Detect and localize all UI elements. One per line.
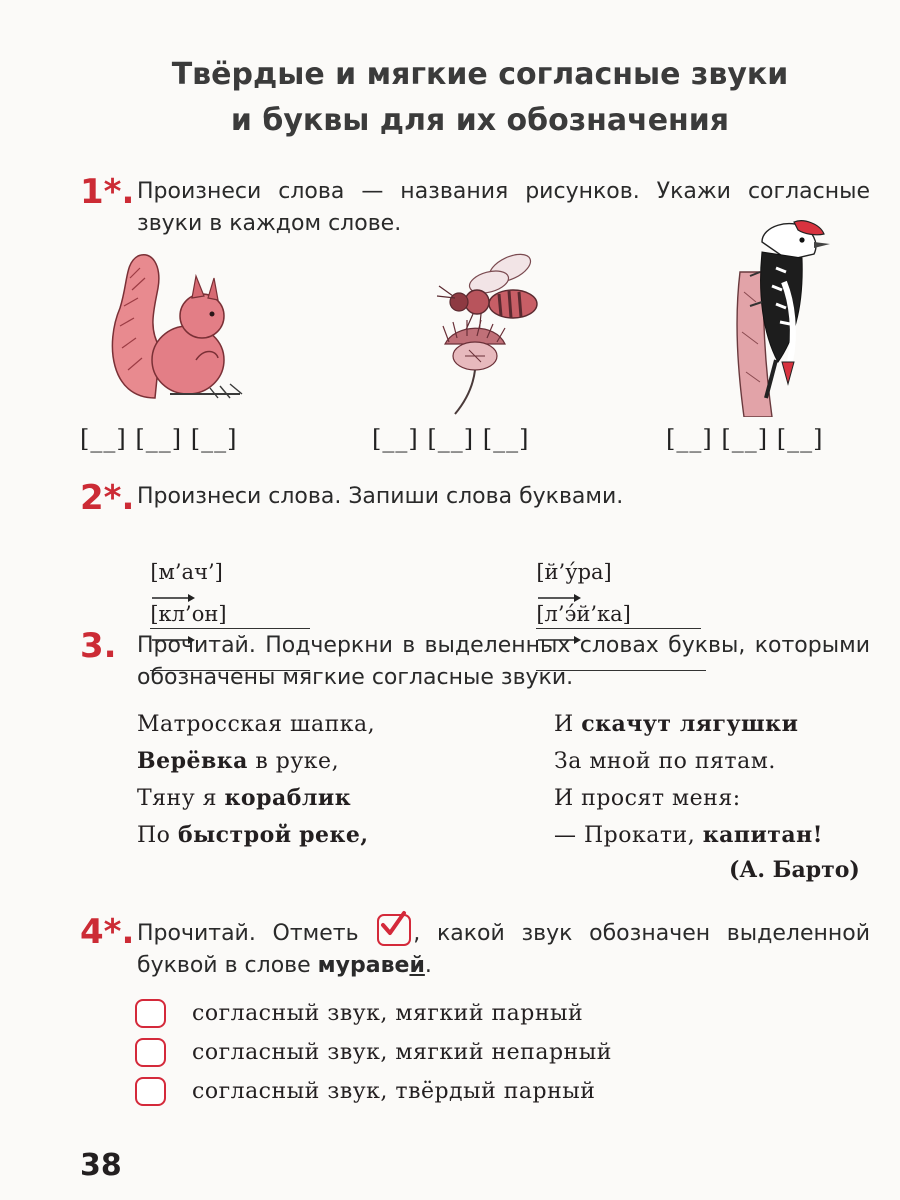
answer-option-label: согласный звук, твёрдый парный [192, 1078, 596, 1104]
answer-checkbox[interactable] [135, 1077, 166, 1106]
transcription: [м’ач’] [150, 560, 223, 584]
page-title-line1: Твёрдые и мягкие согласные звуки [171, 57, 789, 92]
transcription: [кл’он] [150, 602, 227, 626]
poem-bold-word: скачут лягушки [581, 711, 799, 737]
task3-instruction: Прочитай. Подчеркни в выделенных словах буквы, которыми обозначены мягкие согласные звуки. [137, 633, 870, 690]
poem-bold-word: реке, [299, 822, 369, 848]
task4-highlighted-letter: й [409, 953, 425, 978]
poem-author: (А. Барто) [729, 857, 860, 883]
task4-word-start: мураве [317, 953, 410, 978]
checkmark-icon [377, 910, 407, 940]
poem-line: За мной по пятам. [554, 749, 776, 774]
task3-number: 3. [80, 626, 117, 666]
check-sample-box [377, 914, 411, 946]
task4-word-end: . [424, 953, 432, 978]
transcription: [й’у́ра] [536, 560, 612, 584]
task2-instruction: Произнеси слова. Запиши слова буквами. [137, 484, 624, 509]
squirrel-picture [100, 248, 250, 408]
poem-space [292, 823, 300, 848]
page-title [90, 52, 870, 144]
answer-option[interactable] [135, 996, 583, 1030]
answer-option-label: согласный звук, мягкий парный [192, 1000, 584, 1026]
poem-line: И просят меня: [554, 786, 741, 811]
answer-option[interactable] [135, 1074, 595, 1108]
task4-instruction [137, 914, 870, 982]
squirrel-sound-boxes[interactable]: [__] [__] [__] [80, 425, 238, 453]
woodpecker-picture [732, 212, 832, 417]
poem-line: По [137, 823, 178, 848]
poem-bold-word: капитан! [702, 822, 823, 848]
poem-bold-word: Верёвка [137, 748, 248, 774]
poem-bold-word: быстрой [177, 822, 292, 848]
task4-text-before: Прочитай. Отметь [137, 921, 359, 946]
task1-instruction: Произнеси слова — названия рисунков. Укажи согласные звуки в каждом слове. [137, 179, 870, 236]
task2-number: 2*. [80, 478, 135, 518]
bee-sound-boxes[interactable]: [__] [__] [__] [372, 425, 530, 453]
bee-picture [425, 252, 545, 417]
task4-text-after: , какой звук обозначен выделенной буквой в слове [137, 921, 871, 978]
poem-left-stanza [137, 706, 375, 854]
poem-line: И [554, 712, 582, 737]
page-number: 38 [80, 1148, 122, 1183]
task1-number: 1*. [80, 172, 135, 212]
poem-right-stanza [554, 706, 823, 854]
poem-line: в руке, [247, 749, 340, 774]
answer-option[interactable] [135, 1035, 612, 1069]
transcription: [л’э́й’ка] [536, 602, 631, 626]
poem-bold-word: кораблик [224, 785, 352, 811]
poem-line: — Прокати, [554, 823, 703, 848]
task4-number: 4*. [80, 912, 135, 952]
answer-checkbox[interactable] [135, 999, 166, 1028]
answer-checkbox[interactable] [135, 1038, 166, 1067]
poem-line: Матросская шапка, [137, 712, 376, 737]
task4-word [318, 953, 425, 978]
page-title-line2: и буквы для их обозначения [230, 103, 730, 138]
woodpecker-sound-boxes[interactable]: [__] [__] [__] [666, 425, 824, 453]
poem-line: Тяну я [137, 786, 225, 811]
answer-option-label: согласный звук, мягкий непарный [192, 1039, 612, 1065]
